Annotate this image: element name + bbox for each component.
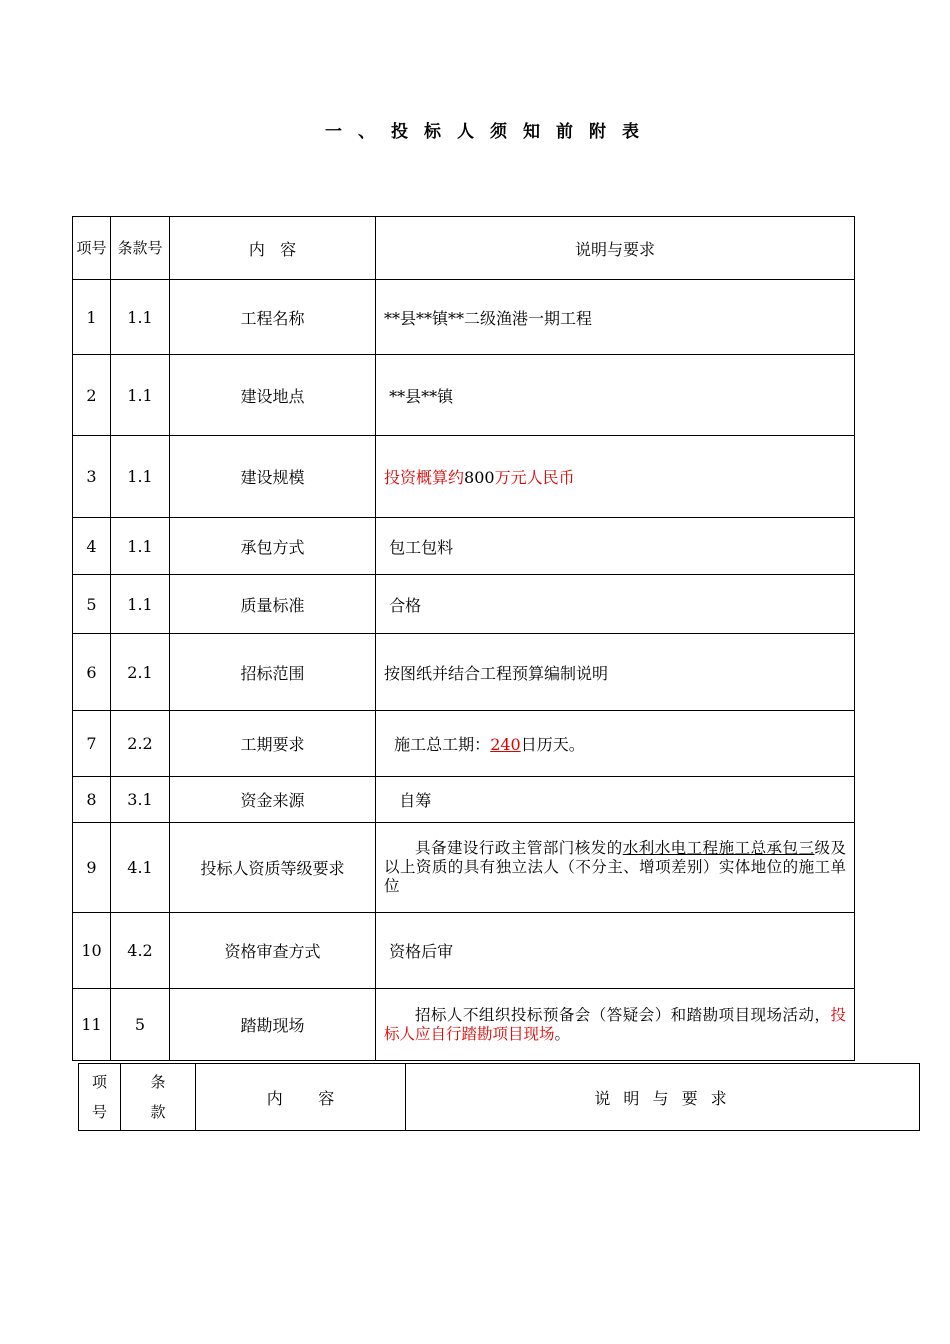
row-desc: 投资概算约800万元人民币 <box>376 436 855 518</box>
row-no: 1 <box>73 280 111 355</box>
header-clause-no: 条 款 <box>121 1064 196 1131</box>
row-desc: 施工总工期：240日历天。 <box>376 711 855 777</box>
row-clause: 3.1 <box>111 777 170 823</box>
row-desc: 资格后审 <box>376 913 855 989</box>
row-item: 投标人资质等级要求 <box>170 823 376 913</box>
row-clause: 4.2 <box>111 913 170 989</box>
repeated-header-table <box>78 1063 920 1131</box>
row-item: 工期要求 <box>170 711 376 777</box>
row-item: 踏勘现场 <box>170 989 376 1061</box>
row-clause: 2.1 <box>111 634 170 711</box>
row-clause: 5 <box>111 989 170 1061</box>
info-table <box>72 216 855 1061</box>
row-no: 5 <box>73 575 111 634</box>
row-item: 承包方式 <box>170 518 376 575</box>
row-no: 8 <box>73 777 111 823</box>
row-desc: 具备建设行政主管部门核发的水利水电工程施工总承包三级及以上资质的具有独立法人（不分主、增项差别）实体地位的施工单位 <box>376 823 855 913</box>
row-item: 工程名称 <box>170 280 376 355</box>
row-no: 4 <box>73 518 111 575</box>
table-header-row <box>79 1064 920 1131</box>
row-no: 3 <box>73 436 111 518</box>
row-clause: 1.1 <box>111 355 170 436</box>
row-desc: 按图纸并结合工程预算编制说明 <box>376 634 855 711</box>
row-desc: **县**镇**二级渔港一期工程 <box>376 280 855 355</box>
header-requirements: 说明与要求 <box>376 217 855 280</box>
row-desc: **县**镇 <box>376 355 855 436</box>
row-desc: 包工包料 <box>376 518 855 575</box>
row-no: 9 <box>73 823 111 913</box>
row-no: 11 <box>73 989 111 1061</box>
table-row <box>73 777 855 823</box>
row-desc: 合格 <box>376 575 855 634</box>
table-row <box>73 518 855 575</box>
row-item: 资金来源 <box>170 777 376 823</box>
header-requirements: 说 明 与 要 求 <box>406 1064 920 1131</box>
table-row <box>73 575 855 634</box>
row-item: 建设规模 <box>170 436 376 518</box>
table-row <box>73 913 855 989</box>
row-clause: 2.2 <box>111 711 170 777</box>
table-row <box>73 436 855 518</box>
row-item: 招标范围 <box>170 634 376 711</box>
table-row <box>73 989 855 1061</box>
header-content: 内 容 <box>196 1064 406 1131</box>
row-no: 6 <box>73 634 111 711</box>
row-no: 7 <box>73 711 111 777</box>
row-desc: 自筹 <box>376 777 855 823</box>
page-title: 一、投标人须知前附表 <box>325 122 655 142</box>
row-item: 质量标准 <box>170 575 376 634</box>
header-clause-no: 条款号 <box>111 217 170 280</box>
table-row <box>73 823 855 913</box>
table-row <box>73 711 855 777</box>
header-item-no: 项 号 <box>79 1064 121 1131</box>
row-no: 2 <box>73 355 111 436</box>
row-clause: 1.1 <box>111 575 170 634</box>
row-clause: 1.1 <box>111 518 170 575</box>
row-no: 10 <box>73 913 111 989</box>
header-content: 内 容 <box>170 217 376 280</box>
row-clause: 1.1 <box>111 436 170 518</box>
header-item-no: 项号 <box>73 217 111 280</box>
table-header-row <box>73 217 855 280</box>
row-item: 资格审查方式 <box>170 913 376 989</box>
table-row <box>73 634 855 711</box>
row-clause: 1.1 <box>111 280 170 355</box>
table-row <box>73 355 855 436</box>
row-item: 建设地点 <box>170 355 376 436</box>
row-clause: 4.1 <box>111 823 170 913</box>
table-row <box>73 280 855 355</box>
row-desc: 招标人不组织投标预备会（答疑会）和踏勘项目现场活动，投标人应自行踏勘项目现场。 <box>376 989 855 1061</box>
